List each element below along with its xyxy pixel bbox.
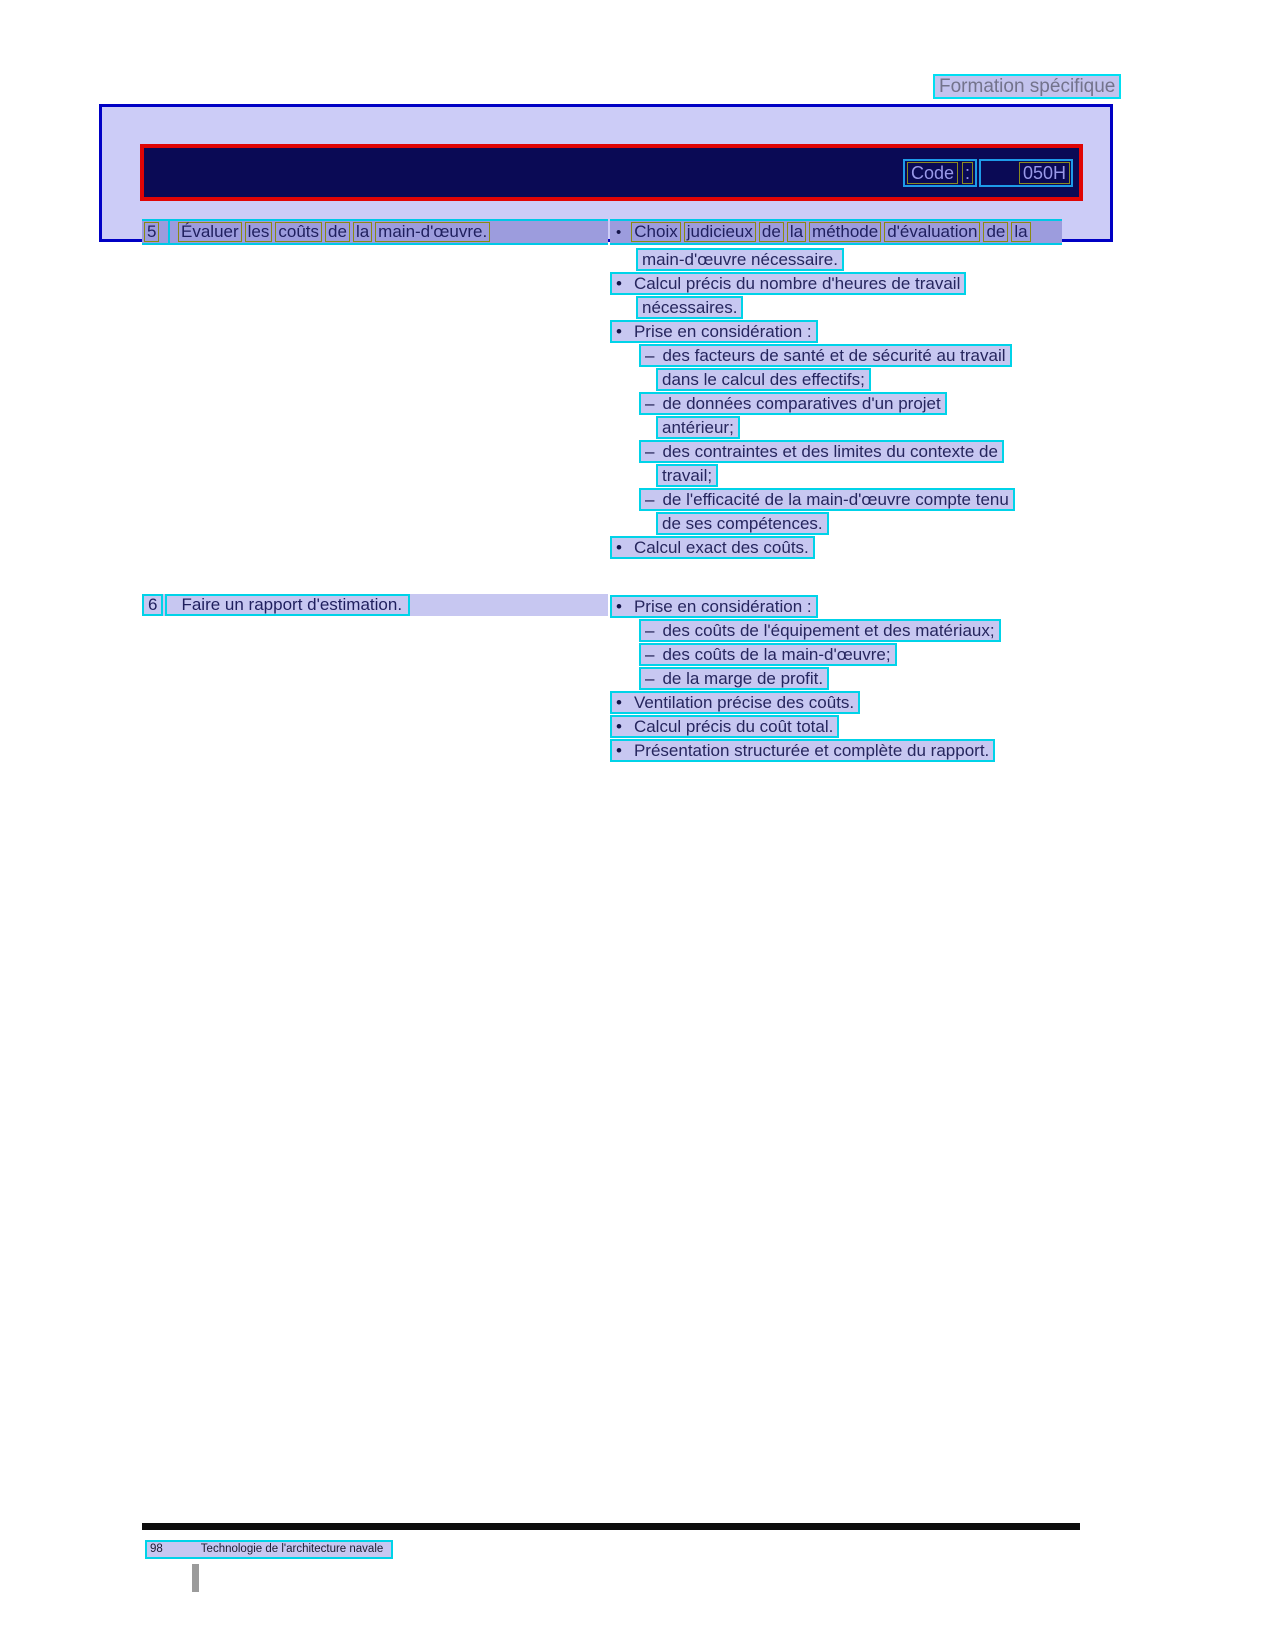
criteria-line [610,690,1001,714]
bullet-icon: • [616,537,622,557]
word-box: d'évaluation [884,222,980,242]
criteria-text: antérieur; [662,417,734,437]
highlight-box [610,320,818,343]
criteria-line [639,487,1015,511]
objective-statement: Faire un rapport d'estimation. [181,595,403,614]
criteria-text: de ses compétences. [662,513,823,533]
word-box: méthode [809,222,881,242]
footer [145,1540,393,1559]
dash-icon: – [645,489,655,509]
highlight-box [639,344,1012,367]
criteria-line [636,247,1015,271]
highlight-box [636,296,743,319]
bullet-icon: • [616,273,622,293]
objective-number: 6 [148,595,158,614]
word-box: les [245,222,273,242]
word-box: main-d'œuvre. [375,222,490,242]
criteria-first-line-words [631,222,1033,242]
dash-icon: – [645,441,655,461]
title-bar [140,144,1083,201]
highlight-box [639,392,947,415]
highlight-box [639,619,1001,642]
footer-rule [142,1523,1080,1530]
highlight-box [610,739,995,762]
criteria-text: Prise en considération : [633,321,812,341]
dash-icon: – [645,393,655,413]
dash-icon: – [645,620,655,640]
bullet-icon: • [616,321,622,341]
word-box: la [787,222,806,242]
code-label-box [903,159,977,187]
dash-icon: – [645,644,655,664]
criteria-line [610,714,1001,738]
word-box: judicieux [684,222,756,242]
code-value-box [979,159,1073,187]
word-box: de [983,222,1008,242]
criteria-text: des coûts de l'équipement et des matériaux; [662,620,995,640]
highlight-box [656,464,718,487]
criteria-text: nécessaires. [642,297,738,317]
criteria-line [610,319,1015,343]
code-separator: : [962,162,973,184]
criteria-text: Calcul précis du nombre d'heures de travail [633,273,961,293]
bullet-icon: • [616,716,622,736]
highlight-box [610,715,839,738]
objective-row-5 [142,219,608,245]
criteria-text: travail; [662,465,713,485]
highlight-box [636,248,844,271]
criteria-line [639,439,1015,463]
criteria-text: de données comparatives d'un projet [662,393,941,413]
bullet-icon: • [616,692,622,712]
objective-statement-box [165,594,410,616]
highlight-box [610,691,860,714]
highlight-box [656,368,871,391]
criteria-list-5 [610,247,1015,559]
highlight-box [656,512,829,535]
dash-icon: – [645,345,655,365]
word-box: Choix [631,222,680,242]
criteria-text: de l'efficacité de la main-d'œuvre compte tenu [662,489,1009,509]
criteria-first-line [610,219,1062,245]
criteria-text: des facteurs de santé et de sécurité au travail [662,345,1006,365]
dash-icon: – [645,668,655,688]
criteria-text: Calcul exact des coûts. [633,537,809,557]
criteria-list-6 [610,594,1001,762]
highlight-box [610,536,815,559]
criteria-line [639,666,1001,690]
code-group [903,159,1073,187]
criteria-line [639,618,1001,642]
objective-row-6 [142,594,608,616]
highlight-box [639,440,1004,463]
criteria-line [610,535,1015,559]
word-box: coûts [275,222,322,242]
word-box: de [759,222,784,242]
criteria-line [656,463,1015,487]
section-label [933,74,1121,99]
objective-number [142,221,170,243]
highlight-box [656,416,740,439]
criteria-line [656,511,1015,535]
word-box: de [325,222,350,242]
highlight-box [639,488,1015,511]
criteria-line [610,738,1001,762]
criteria-line [610,594,1001,618]
word-box: la [353,222,372,242]
criteria-text: Ventilation précise des coûts. [633,692,855,712]
criteria-line [639,642,1001,666]
objective-number-box: 5 [144,222,159,242]
criteria-line [636,295,1015,319]
objective-number-box [142,594,163,616]
bullet-icon: • [616,223,622,241]
criteria-line [656,367,1015,391]
objective-statement [178,222,493,242]
bullet-icon: • [616,596,622,616]
highlight-box [610,272,966,295]
code-label: Code [907,162,958,184]
criteria-text: Calcul précis du coût total. [633,716,834,736]
highlight-box [610,595,818,618]
criteria-text: main-d'œuvre nécessaire. [642,249,838,269]
word-box: la [1011,222,1030,242]
criteria-text: des contraintes et des limites du contexte de [662,441,998,461]
highlight-box [639,667,829,690]
criteria-line [610,271,1015,295]
bullet-icon: • [616,740,622,760]
criteria-text: des coûts de la main-d'œuvre; [662,644,891,664]
criteria-line [656,415,1015,439]
criteria-text: Prise en considération : [633,596,812,616]
criteria-line [639,391,1015,415]
footer-title: Technologie de l'architecture navale [200,1543,384,1555]
cursor-bar [192,1564,199,1592]
criteria-line [639,343,1015,367]
criteria-text: Présentation structurée et complète du rapport. [633,740,990,760]
code-value: 050H [1019,162,1070,184]
footer-page-number: 98 [150,1543,163,1555]
criteria-text: dans le calcul des effectifs; [662,369,865,389]
word-box: Évaluer [178,222,242,242]
section-label-text: Formation spécifique [939,76,1116,97]
criteria-text: de la marge de profit. [662,668,824,688]
highlight-box [639,643,897,666]
